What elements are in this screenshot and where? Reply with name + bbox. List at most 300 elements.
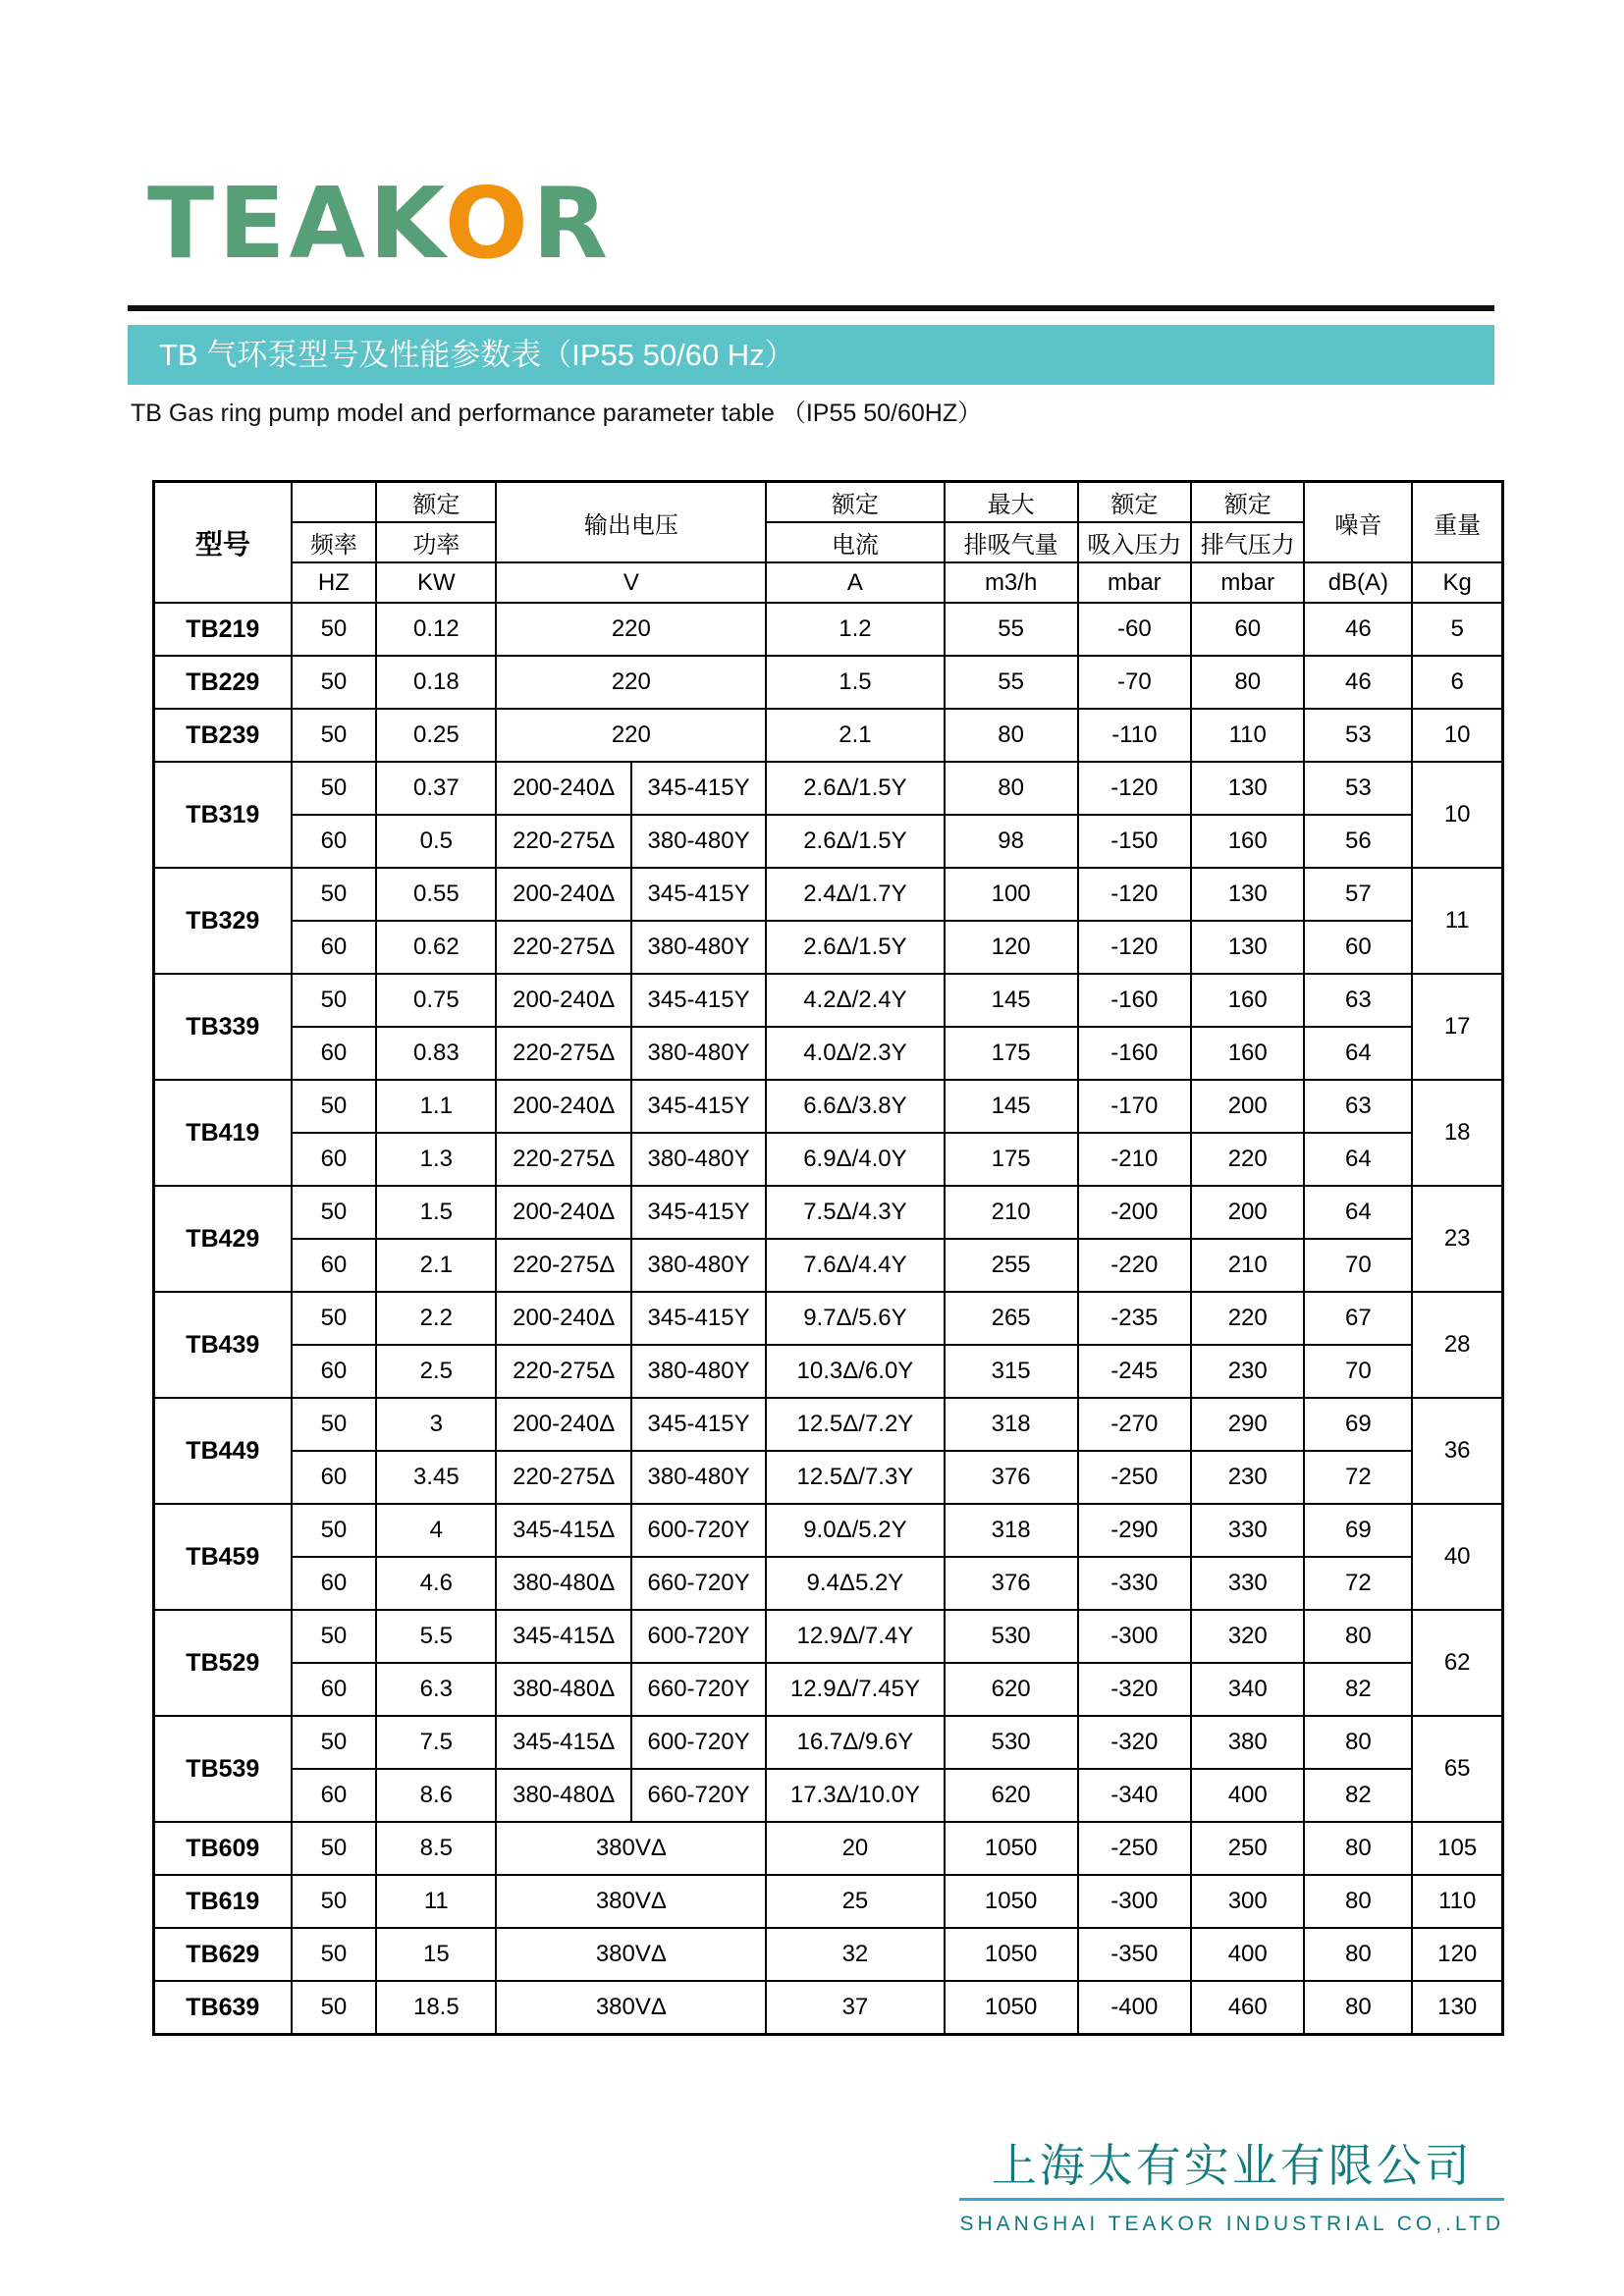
table-row bbox=[154, 1928, 1503, 1981]
data-cell: 230 bbox=[1191, 1345, 1304, 1398]
data-cell: 380-480Δ bbox=[496, 1663, 630, 1716]
data-cell: 50 bbox=[292, 1504, 377, 1557]
data-cell: -300 bbox=[1078, 1875, 1191, 1928]
data-cell: 345-415Y bbox=[631, 974, 766, 1027]
table-header bbox=[154, 482, 1503, 604]
data-cell: 2.2 bbox=[376, 1292, 496, 1345]
data-cell: 2.6Δ/1.5Y bbox=[766, 762, 944, 815]
weight-cell: 11 bbox=[1412, 868, 1502, 974]
data-cell: 380VΔ bbox=[496, 1981, 766, 2035]
table-row bbox=[154, 974, 1503, 1027]
data-cell: 220-275Δ bbox=[496, 1027, 630, 1080]
weight-cell: 28 bbox=[1412, 1292, 1502, 1398]
data-cell: 1.5 bbox=[766, 656, 944, 709]
data-cell: 145 bbox=[945, 1080, 1078, 1133]
data-cell: 1.1 bbox=[376, 1080, 496, 1133]
header-row-units bbox=[154, 562, 1503, 603]
data-cell: 380-480Y bbox=[631, 921, 766, 974]
data-cell: 0.55 bbox=[376, 868, 496, 921]
footer-company-block bbox=[959, 2140, 1504, 2236]
data-cell: 230 bbox=[1191, 1451, 1304, 1504]
data-cell: -250 bbox=[1078, 1822, 1191, 1875]
data-cell: -60 bbox=[1078, 603, 1191, 656]
data-cell: 380-480Y bbox=[631, 1345, 766, 1398]
data-cell: 17.3Δ/10.0Y bbox=[766, 1769, 944, 1822]
table-row bbox=[154, 1080, 1503, 1133]
data-cell: 4 bbox=[376, 1504, 496, 1557]
data-cell: 7.5Δ/4.3Y bbox=[766, 1186, 944, 1239]
data-cell: 220 bbox=[496, 656, 766, 709]
data-cell: 200-240Δ bbox=[496, 1398, 630, 1451]
data-cell: 210 bbox=[1191, 1239, 1304, 1292]
data-cell: 300 bbox=[1191, 1875, 1304, 1928]
data-cell: 63 bbox=[1304, 974, 1412, 1027]
data-cell: 380-480Δ bbox=[496, 1557, 630, 1610]
data-cell: 50 bbox=[292, 1716, 377, 1769]
data-cell: 330 bbox=[1191, 1504, 1304, 1557]
data-cell: 1.5 bbox=[376, 1186, 496, 1239]
data-cell: 0.5 bbox=[376, 815, 496, 868]
data-cell: 160 bbox=[1191, 815, 1304, 868]
data-cell: 5.5 bbox=[376, 1610, 496, 1663]
model-cell: TB339 bbox=[154, 974, 292, 1080]
data-cell: -245 bbox=[1078, 1345, 1191, 1398]
header-power: 功率 bbox=[376, 522, 496, 562]
table-row bbox=[154, 1981, 1503, 2035]
weight-cell: 5 bbox=[1412, 603, 1502, 656]
model-cell: TB609 bbox=[154, 1822, 292, 1875]
data-cell: 130 bbox=[1191, 868, 1304, 921]
model-cell: TB629 bbox=[154, 1928, 292, 1981]
data-cell: -320 bbox=[1078, 1716, 1191, 1769]
model-cell: TB619 bbox=[154, 1875, 292, 1928]
table-row bbox=[154, 1504, 1503, 1557]
weight-cell: 110 bbox=[1412, 1875, 1502, 1928]
data-cell: 0.18 bbox=[376, 656, 496, 709]
data-cell: 620 bbox=[945, 1663, 1078, 1716]
data-cell: 82 bbox=[1304, 1663, 1412, 1716]
data-cell: 7.6Δ/4.4Y bbox=[766, 1239, 944, 1292]
data-cell: 376 bbox=[945, 1557, 1078, 1610]
data-cell: 50 bbox=[292, 1080, 377, 1133]
data-cell: 2.5 bbox=[376, 1345, 496, 1398]
table-row bbox=[154, 1398, 1503, 1451]
data-cell: 60 bbox=[292, 921, 377, 974]
data-cell: 345-415Y bbox=[631, 1186, 766, 1239]
divider-rule bbox=[128, 305, 1494, 311]
data-cell: 220 bbox=[496, 709, 766, 762]
data-cell: 55 bbox=[945, 656, 1078, 709]
data-cell: 4.0Δ/2.3Y bbox=[766, 1027, 944, 1080]
data-cell: 380VΔ bbox=[496, 1928, 766, 1981]
data-cell: 50 bbox=[292, 974, 377, 1027]
data-cell: 37 bbox=[766, 1981, 944, 2035]
data-cell: 64 bbox=[1304, 1027, 1412, 1080]
spec-table bbox=[152, 480, 1504, 2036]
data-cell: 0.12 bbox=[376, 603, 496, 656]
data-cell: 8.6 bbox=[376, 1769, 496, 1822]
data-cell: 80 bbox=[1304, 1981, 1412, 2035]
table-row bbox=[154, 1822, 1503, 1875]
data-cell: 265 bbox=[945, 1292, 1078, 1345]
data-cell: 160 bbox=[1191, 974, 1304, 1027]
data-cell: -250 bbox=[1078, 1451, 1191, 1504]
data-cell: 660-720Y bbox=[631, 1557, 766, 1610]
data-cell: 60 bbox=[292, 1663, 377, 1716]
data-cell: 210 bbox=[945, 1186, 1078, 1239]
data-cell: -400 bbox=[1078, 1981, 1191, 2035]
data-cell: 1050 bbox=[945, 1875, 1078, 1928]
data-cell: 220-275Δ bbox=[496, 1451, 630, 1504]
data-cell: 380VΔ bbox=[496, 1822, 766, 1875]
data-cell: 255 bbox=[945, 1239, 1078, 1292]
data-cell: 600-720Y bbox=[631, 1716, 766, 1769]
data-cell: 376 bbox=[945, 1451, 1078, 1504]
model-cell: TB329 bbox=[154, 868, 292, 974]
weight-cell: 105 bbox=[1412, 1822, 1502, 1875]
data-cell: 130 bbox=[1191, 762, 1304, 815]
footer-underline bbox=[959, 2198, 1504, 2201]
data-cell: 50 bbox=[292, 603, 377, 656]
data-cell: 50 bbox=[292, 709, 377, 762]
data-cell: 50 bbox=[292, 1981, 377, 2035]
data-cell: 12.5Δ/7.3Y bbox=[766, 1451, 944, 1504]
data-cell: 80 bbox=[1304, 1610, 1412, 1663]
table-row bbox=[154, 1875, 1503, 1928]
data-cell: 18.5 bbox=[376, 1981, 496, 2035]
header-suction: 吸入压力 bbox=[1078, 522, 1191, 562]
data-cell: 345-415Y bbox=[631, 762, 766, 815]
header-freq: 频率 bbox=[292, 522, 377, 562]
data-cell: 60 bbox=[292, 815, 377, 868]
data-cell: 12.5Δ/7.2Y bbox=[766, 1398, 944, 1451]
table-row bbox=[154, 709, 1503, 762]
unit-freq: HZ bbox=[292, 562, 377, 603]
data-cell: 64 bbox=[1304, 1186, 1412, 1239]
table-row bbox=[154, 1769, 1503, 1822]
data-cell: 11 bbox=[376, 1875, 496, 1928]
data-cell: -270 bbox=[1078, 1398, 1191, 1451]
data-cell: 220-275Δ bbox=[496, 815, 630, 868]
footer-company-en: SHANGHAI TEAKOR INDUSTRIAL CO,.LTD bbox=[959, 2213, 1504, 2235]
weight-cell: 120 bbox=[1412, 1928, 1502, 1981]
data-cell: 60 bbox=[1304, 921, 1412, 974]
header-current-top: 额定 bbox=[766, 482, 944, 523]
data-cell: 50 bbox=[292, 1822, 377, 1875]
data-cell: 60 bbox=[292, 1769, 377, 1822]
weight-cell: 10 bbox=[1412, 709, 1502, 762]
logo-orange-o-icon: O bbox=[444, 166, 532, 281]
data-cell: 25 bbox=[766, 1875, 944, 1928]
data-cell: 120 bbox=[945, 921, 1078, 974]
data-cell: 2.1 bbox=[766, 709, 944, 762]
data-cell: 0.83 bbox=[376, 1027, 496, 1080]
header-exhaust-top: 额定 bbox=[1191, 482, 1304, 523]
model-cell: TB639 bbox=[154, 1981, 292, 2035]
data-cell: 56 bbox=[1304, 815, 1412, 868]
header-current: 电流 bbox=[766, 522, 944, 562]
model-cell: TB539 bbox=[154, 1716, 292, 1822]
data-cell: -160 bbox=[1078, 1027, 1191, 1080]
model-cell: TB419 bbox=[154, 1080, 292, 1186]
table-row bbox=[154, 1186, 1503, 1239]
data-cell: 70 bbox=[1304, 1345, 1412, 1398]
table-row bbox=[154, 868, 1503, 921]
data-cell: 530 bbox=[945, 1610, 1078, 1663]
table-row bbox=[154, 1663, 1503, 1716]
data-cell: 220 bbox=[1191, 1133, 1304, 1186]
weight-cell: 130 bbox=[1412, 1981, 1502, 2035]
data-cell: 15 bbox=[376, 1928, 496, 1981]
logo-text-green-1: TEAK bbox=[147, 166, 445, 281]
data-cell: 60 bbox=[292, 1027, 377, 1080]
section-title: TB 气环泵型号及性能参数表（IP55 50/60 Hz） bbox=[159, 338, 795, 372]
data-cell: 80 bbox=[1191, 656, 1304, 709]
data-cell: 9.4Δ5.2Y bbox=[766, 1557, 944, 1610]
data-cell: 220-275Δ bbox=[496, 1133, 630, 1186]
data-cell: 9.7Δ/5.6Y bbox=[766, 1292, 944, 1345]
section-subtitle-en: TB Gas ring pump model and performance parameter table （IP55 50/60HZ） bbox=[131, 400, 983, 427]
data-cell: 380VΔ bbox=[496, 1875, 766, 1928]
model-cell: TB449 bbox=[154, 1398, 292, 1504]
data-cell: 290 bbox=[1191, 1398, 1304, 1451]
data-cell: 69 bbox=[1304, 1398, 1412, 1451]
data-cell: 100 bbox=[945, 868, 1078, 921]
data-cell: 80 bbox=[1304, 1875, 1412, 1928]
data-cell: -110 bbox=[1078, 709, 1191, 762]
data-cell: 72 bbox=[1304, 1451, 1412, 1504]
data-cell: 2.6Δ/1.5Y bbox=[766, 815, 944, 868]
data-cell: 200-240Δ bbox=[496, 974, 630, 1027]
data-cell: 55 bbox=[945, 603, 1078, 656]
data-cell: 60 bbox=[292, 1133, 377, 1186]
data-cell: 345-415Y bbox=[631, 1398, 766, 1451]
unit-suction: mbar bbox=[1078, 562, 1191, 603]
data-cell: 220-275Δ bbox=[496, 1239, 630, 1292]
table-row bbox=[154, 1345, 1503, 1398]
model-cell: TB529 bbox=[154, 1610, 292, 1716]
data-cell: 60 bbox=[1191, 603, 1304, 656]
data-cell: 12.9Δ/7.4Y bbox=[766, 1610, 944, 1663]
data-cell: 20 bbox=[766, 1822, 944, 1875]
data-cell: 530 bbox=[945, 1716, 1078, 1769]
unit-voltage: V bbox=[496, 562, 766, 603]
header-row-1 bbox=[154, 482, 1503, 523]
weight-cell: 6 bbox=[1412, 656, 1502, 709]
data-cell: 9.0Δ/5.2Y bbox=[766, 1504, 944, 1557]
data-cell: -220 bbox=[1078, 1239, 1191, 1292]
header-freq-top bbox=[292, 482, 377, 523]
data-cell: 2.1 bbox=[376, 1239, 496, 1292]
data-cell: 200-240Δ bbox=[496, 868, 630, 921]
data-cell: 200-240Δ bbox=[496, 762, 630, 815]
data-cell: 80 bbox=[1304, 1928, 1412, 1981]
data-cell: 64 bbox=[1304, 1133, 1412, 1186]
unit-weight: Kg bbox=[1412, 562, 1502, 603]
data-cell: 67 bbox=[1304, 1292, 1412, 1345]
data-cell: 345-415Y bbox=[631, 1080, 766, 1133]
data-cell: 80 bbox=[1304, 1716, 1412, 1769]
data-cell: 400 bbox=[1191, 1769, 1304, 1822]
data-cell: 80 bbox=[1304, 1822, 1412, 1875]
data-cell: -300 bbox=[1078, 1610, 1191, 1663]
data-cell: -350 bbox=[1078, 1928, 1191, 1981]
data-cell: 0.62 bbox=[376, 921, 496, 974]
data-cell: 460 bbox=[1191, 1981, 1304, 2035]
data-cell: 220 bbox=[1191, 1292, 1304, 1345]
unit-noise: dB(A) bbox=[1304, 562, 1412, 603]
data-cell: 6.6Δ/3.8Y bbox=[766, 1080, 944, 1133]
data-cell: 63 bbox=[1304, 1080, 1412, 1133]
data-cell: 7.5 bbox=[376, 1716, 496, 1769]
data-cell: 345-415Y bbox=[631, 868, 766, 921]
data-cell: 3.45 bbox=[376, 1451, 496, 1504]
header-power-top: 额定 bbox=[376, 482, 496, 523]
header-row-2 bbox=[154, 522, 1503, 562]
logo-text-green-2: R bbox=[531, 166, 612, 281]
data-cell: 1.3 bbox=[376, 1133, 496, 1186]
header-suction-top: 额定 bbox=[1078, 482, 1191, 523]
unit-flow: m3/h bbox=[945, 562, 1078, 603]
data-cell: 2.4Δ/1.7Y bbox=[766, 868, 944, 921]
data-cell: 345-415Δ bbox=[496, 1610, 630, 1663]
data-cell: 32 bbox=[766, 1928, 944, 1981]
table-row bbox=[154, 1133, 1503, 1186]
data-cell: 50 bbox=[292, 868, 377, 921]
table-row bbox=[154, 656, 1503, 709]
data-cell: 175 bbox=[945, 1027, 1078, 1080]
weight-cell: 40 bbox=[1412, 1504, 1502, 1610]
teakor-logo bbox=[147, 166, 612, 281]
data-cell: 320 bbox=[1191, 1610, 1304, 1663]
header-weight: 重量 bbox=[1412, 482, 1502, 563]
data-cell: 200-240Δ bbox=[496, 1080, 630, 1133]
data-cell: 1050 bbox=[945, 1928, 1078, 1981]
table-row bbox=[154, 815, 1503, 868]
table-row bbox=[154, 1610, 1503, 1663]
data-cell: 4.6 bbox=[376, 1557, 496, 1610]
data-cell: 46 bbox=[1304, 603, 1412, 656]
weight-cell: 23 bbox=[1412, 1186, 1502, 1292]
data-cell: 80 bbox=[945, 709, 1078, 762]
data-cell: 318 bbox=[945, 1504, 1078, 1557]
table-row bbox=[154, 603, 1503, 656]
data-cell: -340 bbox=[1078, 1769, 1191, 1822]
data-cell: 600-720Y bbox=[631, 1610, 766, 1663]
data-cell: 50 bbox=[292, 1186, 377, 1239]
data-cell: 175 bbox=[945, 1133, 1078, 1186]
data-cell: 318 bbox=[945, 1398, 1078, 1451]
data-cell: 345-415Δ bbox=[496, 1504, 630, 1557]
table-row bbox=[154, 1716, 1503, 1769]
data-cell: 130 bbox=[1191, 921, 1304, 974]
data-cell: 160 bbox=[1191, 1027, 1304, 1080]
table-row bbox=[154, 1239, 1503, 1292]
data-cell: -120 bbox=[1078, 921, 1191, 974]
data-cell: 380-480Y bbox=[631, 815, 766, 868]
data-cell: 69 bbox=[1304, 1504, 1412, 1557]
data-cell: 46 bbox=[1304, 656, 1412, 709]
table-row bbox=[154, 1292, 1503, 1345]
header-model: 型号 bbox=[154, 482, 292, 604]
data-cell: 50 bbox=[292, 1928, 377, 1981]
data-cell: 53 bbox=[1304, 709, 1412, 762]
model-cell: TB239 bbox=[154, 709, 292, 762]
unit-exhaust: mbar bbox=[1191, 562, 1304, 603]
weight-cell: 62 bbox=[1412, 1610, 1502, 1716]
table-body bbox=[154, 603, 1503, 2035]
data-cell: 8.5 bbox=[376, 1822, 496, 1875]
data-cell: -320 bbox=[1078, 1663, 1191, 1716]
data-cell: 0.75 bbox=[376, 974, 496, 1027]
data-cell: 0.37 bbox=[376, 762, 496, 815]
data-cell: 600-720Y bbox=[631, 1504, 766, 1557]
table-row bbox=[154, 1451, 1503, 1504]
table-row bbox=[154, 1557, 1503, 1610]
data-cell: 53 bbox=[1304, 762, 1412, 815]
data-cell: -200 bbox=[1078, 1186, 1191, 1239]
data-cell: 1050 bbox=[945, 1981, 1078, 2035]
data-cell: -120 bbox=[1078, 762, 1191, 815]
unit-power: KW bbox=[376, 562, 496, 603]
table-row bbox=[154, 921, 1503, 974]
data-cell: 6.9Δ/4.0Y bbox=[766, 1133, 944, 1186]
data-cell: 60 bbox=[292, 1345, 377, 1398]
table-row bbox=[154, 1027, 1503, 1080]
header-noise: 噪音 bbox=[1304, 482, 1412, 563]
data-cell: 660-720Y bbox=[631, 1663, 766, 1716]
data-cell: 380-480Y bbox=[631, 1133, 766, 1186]
model-cell: TB439 bbox=[154, 1292, 292, 1398]
data-cell: 50 bbox=[292, 1398, 377, 1451]
data-cell: 80 bbox=[945, 762, 1078, 815]
footer-company-cn: 上海太有实业有限公司 bbox=[991, 2140, 1473, 2191]
data-cell: 6.3 bbox=[376, 1663, 496, 1716]
data-cell: 82 bbox=[1304, 1769, 1412, 1822]
header-exhaust: 排气压力 bbox=[1191, 522, 1304, 562]
data-cell: 145 bbox=[945, 974, 1078, 1027]
data-cell: 380-480Y bbox=[631, 1451, 766, 1504]
data-cell: -290 bbox=[1078, 1504, 1191, 1557]
header-flow: 排吸气量 bbox=[945, 522, 1078, 562]
weight-cell: 17 bbox=[1412, 974, 1502, 1080]
data-cell: 400 bbox=[1191, 1928, 1304, 1981]
data-cell: 330 bbox=[1191, 1557, 1304, 1610]
data-cell: 57 bbox=[1304, 868, 1412, 921]
data-cell: 3 bbox=[376, 1398, 496, 1451]
header-flow-top: 最大 bbox=[945, 482, 1078, 523]
data-cell: -210 bbox=[1078, 1133, 1191, 1186]
data-cell: 16.7Δ/9.6Y bbox=[766, 1716, 944, 1769]
data-cell: 345-415Y bbox=[631, 1292, 766, 1345]
data-cell: -160 bbox=[1078, 974, 1191, 1027]
data-cell: 1.2 bbox=[766, 603, 944, 656]
data-cell: 315 bbox=[945, 1345, 1078, 1398]
data-cell: 2.6Δ/1.5Y bbox=[766, 921, 944, 974]
data-cell: 4.2Δ/2.4Y bbox=[766, 974, 944, 1027]
unit-current: A bbox=[766, 562, 944, 603]
model-cell: TB219 bbox=[154, 603, 292, 656]
data-cell: 70 bbox=[1304, 1239, 1412, 1292]
data-cell: -150 bbox=[1078, 815, 1191, 868]
data-cell: 380 bbox=[1191, 1716, 1304, 1769]
data-cell: 620 bbox=[945, 1769, 1078, 1822]
data-cell: 340 bbox=[1191, 1663, 1304, 1716]
data-cell: 1050 bbox=[945, 1822, 1078, 1875]
data-cell: 380-480Y bbox=[631, 1027, 766, 1080]
weight-cell: 10 bbox=[1412, 762, 1502, 868]
data-cell: 50 bbox=[292, 656, 377, 709]
